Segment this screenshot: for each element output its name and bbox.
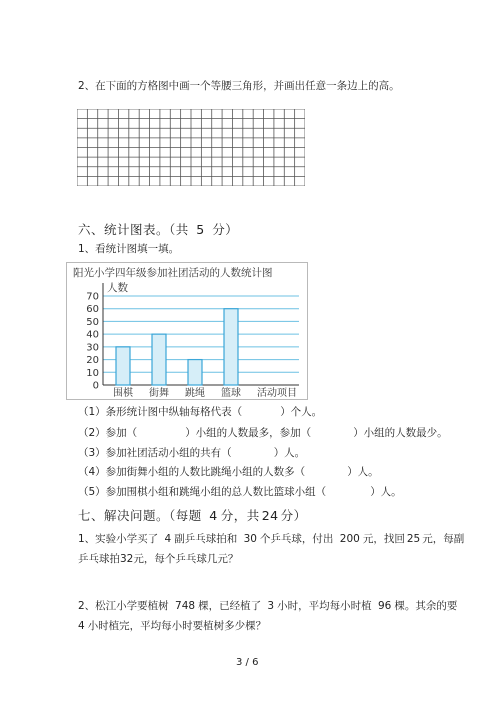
bar [116,347,130,385]
chart-title: 阳光小学四年级参加社团活动的人数统计图 [73,267,273,279]
p1-seg: 1、实验小学买了 [78,533,159,545]
fill-item-4-part-b: ）人。 [347,466,379,478]
p1-num: 32 [120,553,134,565]
section-7-title-mid: 分，共 [220,508,260,523]
y-tick-label: 10 [86,367,99,379]
problem-2-line-1 [78,599,457,613]
y-tick-label: 60 [86,304,99,316]
p2-seg: 棵。其余的要 [394,600,458,612]
p2-seg: 棵，已经植了 [198,600,262,612]
problem-2-line-2 [78,619,266,633]
p1-seg: 元，每个乒乓球几元？ [133,553,239,565]
x-tick-label: 街舞 [149,388,169,399]
fill-item-5-part-a: （5）参加围棋小组和跳绳小组的总人数比篮球小组（ [78,486,327,498]
p2-num: 4 [78,620,85,632]
fill-item-4-part-a: （4）参加街舞小组的人数比跳绳小组的人数多（ [78,466,306,478]
problem-1-line-1 [78,532,464,546]
fill-item-4 [78,465,379,479]
p1-num: 200 [339,533,360,545]
p2-num: 3 [267,600,275,612]
section-6-score: 5 [196,222,205,237]
p1-seg: 副乒乓球拍和 [174,533,238,545]
grid-paper [77,109,305,186]
x-tick-label: 跳绳 [185,388,205,399]
p1-seg: 元，每副 [422,533,465,545]
p2-seg: 2、松江小学要植树 [78,600,169,612]
y-tick-label: 70 [86,291,99,303]
fill-item-1-part-b: ）个人。 [280,406,323,418]
fill-item-1 [78,405,322,419]
bar [188,360,202,385]
p1-num: 30 [243,533,257,545]
p1-num: 4 [164,533,172,545]
p2-num: 96 [377,600,392,612]
page-number: 3 / 6 [236,657,259,668]
section-7-heading [78,506,307,524]
fill-item-2-part-b: ）小组的人数最多，参加（ [185,427,312,439]
fill-item-3 [78,446,305,460]
p2-seg: 小时，平均每小时植 [277,600,372,612]
p1-seg: 个乒乓球，付出 [259,533,334,545]
section-6-heading [78,220,238,238]
bar [224,309,238,385]
section-6-q1: 1、看统计图填一填。 [78,243,180,255]
fill-item-2-part-a: （2）参加（ [78,427,138,439]
bar [152,334,166,385]
p2-num: 748 [175,600,196,612]
y-tick-label: 40 [86,329,99,341]
x-axis-label: 活动项目 [257,388,297,399]
bar-chart-frame [66,262,308,400]
x-tick-label: 篮球 [221,388,241,399]
p1-seg: 乒乓球拍 [78,553,120,565]
problem-1-line-2 [78,552,238,566]
p1-seg: 元，找回 [362,533,405,545]
fill-item-2-part-c: ）小组的人数最少。 [353,427,448,439]
y-tick-label: 20 [86,355,99,367]
y-tick-label: 50 [86,316,99,328]
p2-seg: 小时植完，平均每小时要植树多少棵？ [87,620,267,632]
y-axis-label: 人数 [107,282,128,294]
fill-item-2 [78,426,448,440]
fill-item-1-part-a: （1）条形统计图中纵轴每格代表（ [78,406,243,418]
section-7-title-prefix: 七、解决问题。（每题 [78,508,202,523]
fill-item-5 [78,485,402,499]
section-7-total-score: 24 [261,508,279,523]
fill-item-3-part-a: （3）参加社团活动小组的共有（ [78,447,232,459]
section-6-title-suffix: 分） [212,222,239,237]
section-6-title-prefix: 六、统计图表。（共 [78,222,189,237]
y-tick-label: 0 [92,380,99,392]
p1-num: 25 [406,533,421,545]
x-tick-label: 围棋 [113,388,133,399]
section-7-per-score: 4 [209,508,218,523]
question-2-text: 2、在下面的方格图中画一个等腰三角形，并画出任意一条边上的高。 [78,80,400,92]
bar-chart [67,263,307,399]
y-tick-label: 30 [86,342,99,354]
fill-item-3-part-b: ）人。 [273,447,306,459]
fill-item-5-part-b: ）人。 [370,486,402,498]
section-7-title-suffix: 分） [280,508,307,523]
